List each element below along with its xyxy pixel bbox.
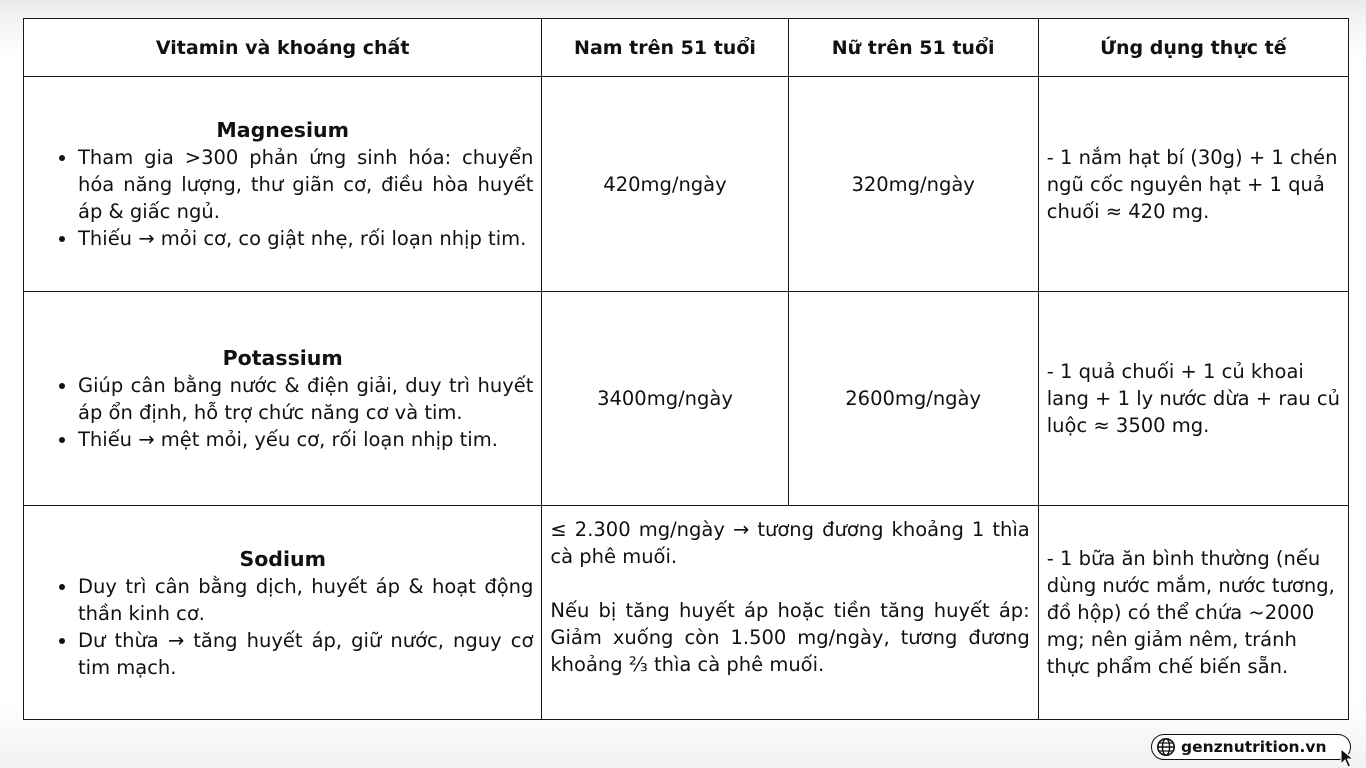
table-row xyxy=(24,506,1349,720)
female-amount: 2600mg/ngày xyxy=(788,292,1038,506)
combined-amount-cell xyxy=(542,506,1038,720)
application-text: - 1 bữa ăn bình thường (nếu dùng nước mắm, nước tương, đồ hộp) có thể chứa ~2000 mg; nên giảm nêm, tránh thực phẩm chế biến sẵn. xyxy=(1046,547,1335,678)
application-text: - 1 nắm hạt bí (30g) + 1 chén ngũ cốc nguyên hạt + 1 quả chuối ≈ 420 mg. xyxy=(1046,145,1338,223)
application-cell xyxy=(1038,506,1348,720)
header-female: Nữ trên 51 tuổi xyxy=(788,19,1038,77)
fact-item: • Giúp cân bằng nước & điện giải, duy trì huyết áp ổn định, hỗ trợ chức năng cơ và tim. xyxy=(78,372,533,426)
nutrient-name: Magnesium xyxy=(216,118,349,142)
table-row xyxy=(24,292,1349,506)
application-cell xyxy=(1038,292,1348,506)
sodium-limit-text: ≤ 2.300 mg/ngày → tương đương khoảng 1 thìa cà phê muối. xyxy=(550,518,1030,568)
male-amount: 3400mg/ngày xyxy=(542,292,788,506)
nutrition-table xyxy=(23,18,1349,720)
female-amount: 320mg/ngày xyxy=(788,77,1038,292)
fact-item: • Tham gia >300 phản ứng sinh hóa: chuyển hóa năng lượng, thư giãn cơ, điều hòa huyết áp & giấc ngủ. xyxy=(78,144,533,225)
male-amount: 420mg/ngày xyxy=(542,77,788,292)
fact-item: • Duy trì cân bằng dịch, huyết áp & hoạt động thần kinh cơ. xyxy=(78,573,533,627)
fact-item: • Thiếu → mỏi cơ, co giật nhẹ, rối loạn nhịp tim. xyxy=(78,225,533,252)
cursor-icon xyxy=(1340,748,1354,768)
fact-item: • Dư thừa → tăng huyết áp, giữ nước, nguy cơ tim mạch. xyxy=(78,627,533,681)
fact-list xyxy=(32,573,533,681)
header-male: Nam trên 51 tuổi xyxy=(542,19,788,77)
nutrient-name: Sodium xyxy=(239,546,326,571)
application-text: - 1 quả chuối + 1 củ khoai lang + 1 ly nước dừa + rau củ luộc ≈ 3500 mg. xyxy=(1046,360,1340,437)
header-application: Ứng dụng thực tế xyxy=(1038,19,1348,77)
header-row xyxy=(24,19,1349,77)
header-nutrient: Vitamin và khoáng chất xyxy=(24,19,542,77)
application-cell xyxy=(1038,77,1348,292)
fact-list xyxy=(32,372,533,453)
nutrient-cell xyxy=(24,506,542,720)
nutrient-name: Potassium xyxy=(222,346,343,370)
nutrient-cell xyxy=(24,77,542,292)
fact-list xyxy=(32,144,533,252)
table-row xyxy=(24,77,1349,292)
website-url[interactable]: genznutrition.vn xyxy=(1181,738,1327,756)
globe-icon xyxy=(1156,737,1176,757)
nutrient-cell xyxy=(24,292,542,506)
fact-item: • Thiếu → mệt mỏi, yếu cơ, rối loạn nhịp tim. xyxy=(78,426,533,453)
sodium-hypertension-text: Nếu bị tăng huyết áp hoặc tiền tăng huyết áp: Giảm xuống còn 1.500 mg/ngày, tương đương khoảng ⅔ thìa cà phê muối. xyxy=(550,599,1030,676)
website-badge[interactable] xyxy=(1151,734,1351,760)
